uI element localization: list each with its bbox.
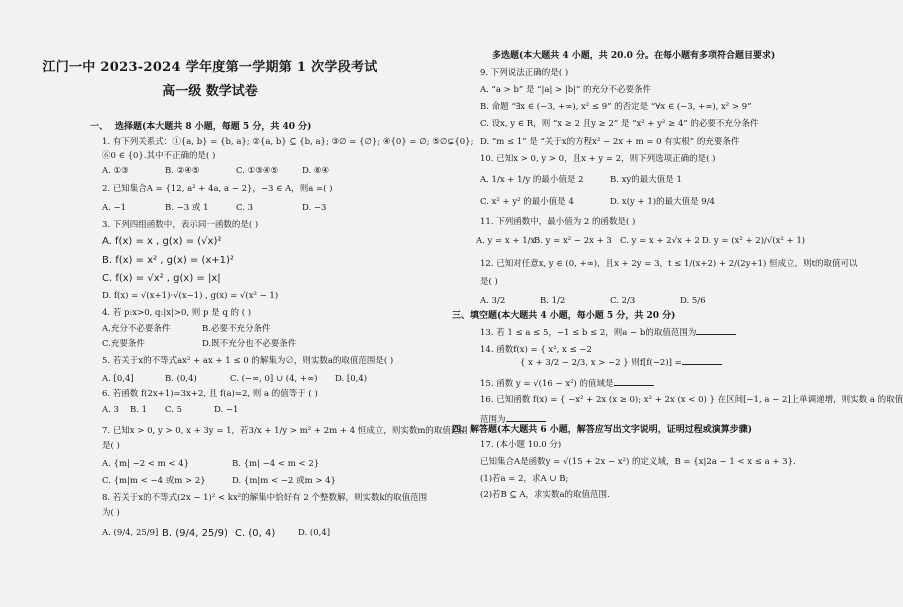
q7-line1: 7. 已知x > 0, y > 0, x + 3y = 1，若3/x + 1/y > m² + 2m + 4 恒成立，则实数m的取值范围	[102, 426, 468, 436]
q4-option-d: D.既不充分也不必要条件	[202, 339, 297, 349]
q10-option-d: D. x(y + 1)的最大值是 9/4	[610, 197, 715, 207]
q7-option-a: A. {m| −2 < m < 4}	[102, 459, 190, 469]
q1-line1: 1. 有下列关系式：①{a, b} = {b, a}; ②{a, b} ⊆ {b, a}; ③∅ = {∅}; ④{0} = ∅; ⑤∅⊊{0};	[102, 137, 474, 147]
q17-title: 17. (本小题 10.0 分)	[480, 440, 562, 450]
q13-text: 13. 若 1 ≤ a ≤ 5，−1 ≤ b ≤ 2，则a − b的取值范围为	[480, 328, 697, 338]
q14-part-a: 14. 函数f(x) = { x², x ≤ −2	[480, 345, 592, 355]
q4-option-c: C.充要条件	[102, 339, 145, 349]
q15	[480, 377, 654, 390]
q9-option-b: B. 命题 “∃x ∈ (−3, +∞), x² ≤ 9” 的否定是 “∀x ∈ (−3, +∞), x² > 9”	[480, 102, 752, 112]
q9-option-c: C. 设x, y ∈ R，则 “x ≥ 2 且y ≥ 2” 是 “x² + y² ≥ 4” 的必要不充分条件	[480, 119, 759, 129]
q1-line2: ⑥0 ∈ {0}.其中不正确的是( )	[102, 151, 216, 161]
q9-line1: 9. 下列说法正确的是( )	[480, 68, 569, 78]
q17-part1: (1)若a = 2，求A ∪ B;	[480, 474, 569, 484]
q13	[480, 326, 736, 339]
q2-option-c: C. 3	[236, 203, 254, 213]
q2-option-d: D. −3	[302, 203, 327, 213]
q3-option-c: C. f(x) = √x² , g(x) = |x|	[102, 273, 221, 284]
q11-option-a: A. y = x + 1/x	[476, 236, 536, 246]
multi-choice-header: 多选题(本大题共 4 小题，共 20.0 分。在每小题有多项符合题目要求)	[492, 51, 776, 61]
q5-option-c: C. (−∞, 0] ∪ (4, +∞)	[230, 374, 318, 384]
q8-line1: 8. 若关于x的不等式(2x − 1)² < kx²的解集中恰好有 2 个整数解，则实数k的取值范围	[102, 493, 428, 503]
q2-line1: 2. 已知集合A = {12, a² + 4a, a − 2}，−3 ∈ A，则a =( )	[102, 184, 333, 194]
q1-option-b: B. ②④⑤	[165, 166, 200, 176]
q9-option-a: A. “a > b” 是 “|a| > |b|” 的充分不必要条件	[480, 85, 652, 95]
q11-line1: 11. 下列函数中，最小值为 2 的函数是( )	[480, 217, 636, 227]
q9-option-d: D. “m ≤ 1” 是 “关于x的方程x² − 2x + m = 0 有实根” 的充要条件	[480, 137, 740, 147]
q8-option-d: D. (0,4]	[298, 528, 331, 538]
q13-answer-blank[interactable]	[696, 326, 736, 335]
q14-text: { x + 3/2 − 2/3, x > −2 } 则f[f(−2)] =	[520, 358, 682, 368]
q12-line1: 12. 已知对任意x, y ∈ (0, +∞)，且x + 2y = 3，t ≤ 1/(x+2) + 2/(2y+1) 恒成立，则t的取值可以	[480, 259, 858, 269]
q6-option-a: A. 3	[102, 405, 119, 415]
exam-subtitle: 高一级 数学试卷	[162, 84, 258, 99]
q10-option-a: A. 1/x + 1/y 的最小值是 2	[480, 175, 584, 185]
q11-option-b: B. y = x² − 2x + 3	[534, 236, 612, 246]
q6-option-c: C. 5	[165, 405, 183, 415]
q14	[520, 356, 722, 369]
q5-option-d: D. [0,4)	[335, 374, 368, 384]
q5-option-a: A. [0,4]	[102, 374, 134, 384]
q3-option-a: A. f(x) = x , g(x) = (√x)²	[102, 236, 222, 247]
q5-line1: 5. 若关于x的不等式ax² + ax + 1 ≤ 0 的解集为∅，则实数a的取值范围是( )	[102, 356, 394, 366]
q15-text: 15. 函数 y = √(16 − x²) 的值域是	[480, 379, 614, 389]
q2-option-b: B. −3 或 1	[165, 203, 209, 213]
q16-answer-blank[interactable]	[506, 413, 546, 422]
q16-text: 范围为	[480, 415, 506, 425]
q12-option-d: D. 5/6	[680, 296, 706, 306]
q10-option-c: C. x² + y² 的最小值是 4	[480, 197, 574, 207]
q6-option-b: B. 1	[130, 405, 148, 415]
q12-option-c: C. 2/3	[610, 296, 636, 306]
q1-option-a: A. ①③	[102, 166, 129, 176]
q2-option-a: A. −1	[102, 203, 127, 213]
q5-option-b: B. (0,4)	[165, 374, 197, 384]
q1-option-c: C. ①③④⑤	[236, 166, 279, 176]
q3-option-b: B. f(x) = x² , g(x) = (x+1)²	[102, 255, 234, 266]
q7-option-d: D. {m|m < −2 或m > 4}	[232, 476, 336, 486]
q15-answer-blank[interactable]	[614, 377, 654, 386]
q8-option-c: C. (0, 4)	[235, 528, 276, 539]
q16-line1: 16. 已知函数 f(x) = { −x² + 2x (x ≥ 0); x² + 2x (x < 0) } 在区间[−1, a − 2]上单调递增，则实数 a 的取值	[480, 395, 903, 405]
q3-line1: 3. 下列四组函数中，表示同一函数的是( )	[102, 220, 259, 230]
q10-line1: 10. 已知x > 0, y > 0，且x + y = 2，则下列选项正确的是( )	[480, 154, 716, 164]
q17-part2: (2)若B ⊆ A，求实数a的取值范围.	[480, 490, 610, 500]
q4-line1: 4. 若 p:x>0, q:|x|>0, 则 p 是 q 的 ( )	[102, 308, 252, 318]
q7-line2: 是( )	[102, 441, 120, 451]
section3-header: 三、填空题(本大题共 4 小题，每小题 5 分，共 20 分)	[452, 311, 676, 321]
q12-line2: 是( )	[480, 277, 498, 287]
section1-number: 一、	[90, 122, 109, 132]
q3-option-d: D. f(x) = √(x+1)·√(x−1) , g(x) = √(x² − 1)	[102, 291, 279, 301]
q17-line1: 已知集合A是函数y = √(15 + 2x − x²) 的定义域，B = {x|2a − 1 < x ≤ a + 3}.	[480, 457, 796, 467]
q6-option-d: D. −1	[214, 405, 239, 415]
q4-option-b: B.必要不充分条件	[202, 324, 271, 334]
exam-title: 江门一中 2023-2024 学年度第一学期第 1 次学段考试	[42, 60, 378, 75]
q7-option-c: C. {m|m < −4 或m > 2}	[102, 476, 206, 486]
section1-header: 选择题(本大题共 8 小题，每题 5 分，共 40 分)	[115, 122, 312, 132]
q12-option-b: B. 1/2	[540, 296, 566, 306]
q11-option-c: C. y = x + 2√x + 2	[620, 236, 700, 246]
q11-option-d: D. y = (x² + 2)/√(x² + 1)	[702, 236, 806, 246]
q10-option-b: B. xy的最大值是 1	[610, 175, 682, 185]
q7-option-b: B. {m| −4 < m < 2}	[232, 459, 320, 469]
q4-option-a: A.充分不必要条件	[102, 324, 171, 334]
q8-line2: 为( )	[102, 508, 120, 518]
section4-header: 四、解答题(本大题共 6 小题，解答应写出文字说明，证明过程或演算步骤)	[452, 425, 753, 435]
q8-option-a: A. (9/4, 25/9]	[102, 528, 159, 538]
q12-option-a: A. 3/2	[480, 296, 506, 306]
q14-answer-blank[interactable]	[682, 356, 722, 365]
q1-option-d: D. ⑥④	[302, 166, 330, 176]
q6-line1: 6. 若函数 f(2x+1)=3x+2, 且 f(a)=2, 则 a 的值等于 ( )	[102, 389, 318, 399]
q8-option-b: B. (9/4, 25/9)	[162, 528, 228, 539]
